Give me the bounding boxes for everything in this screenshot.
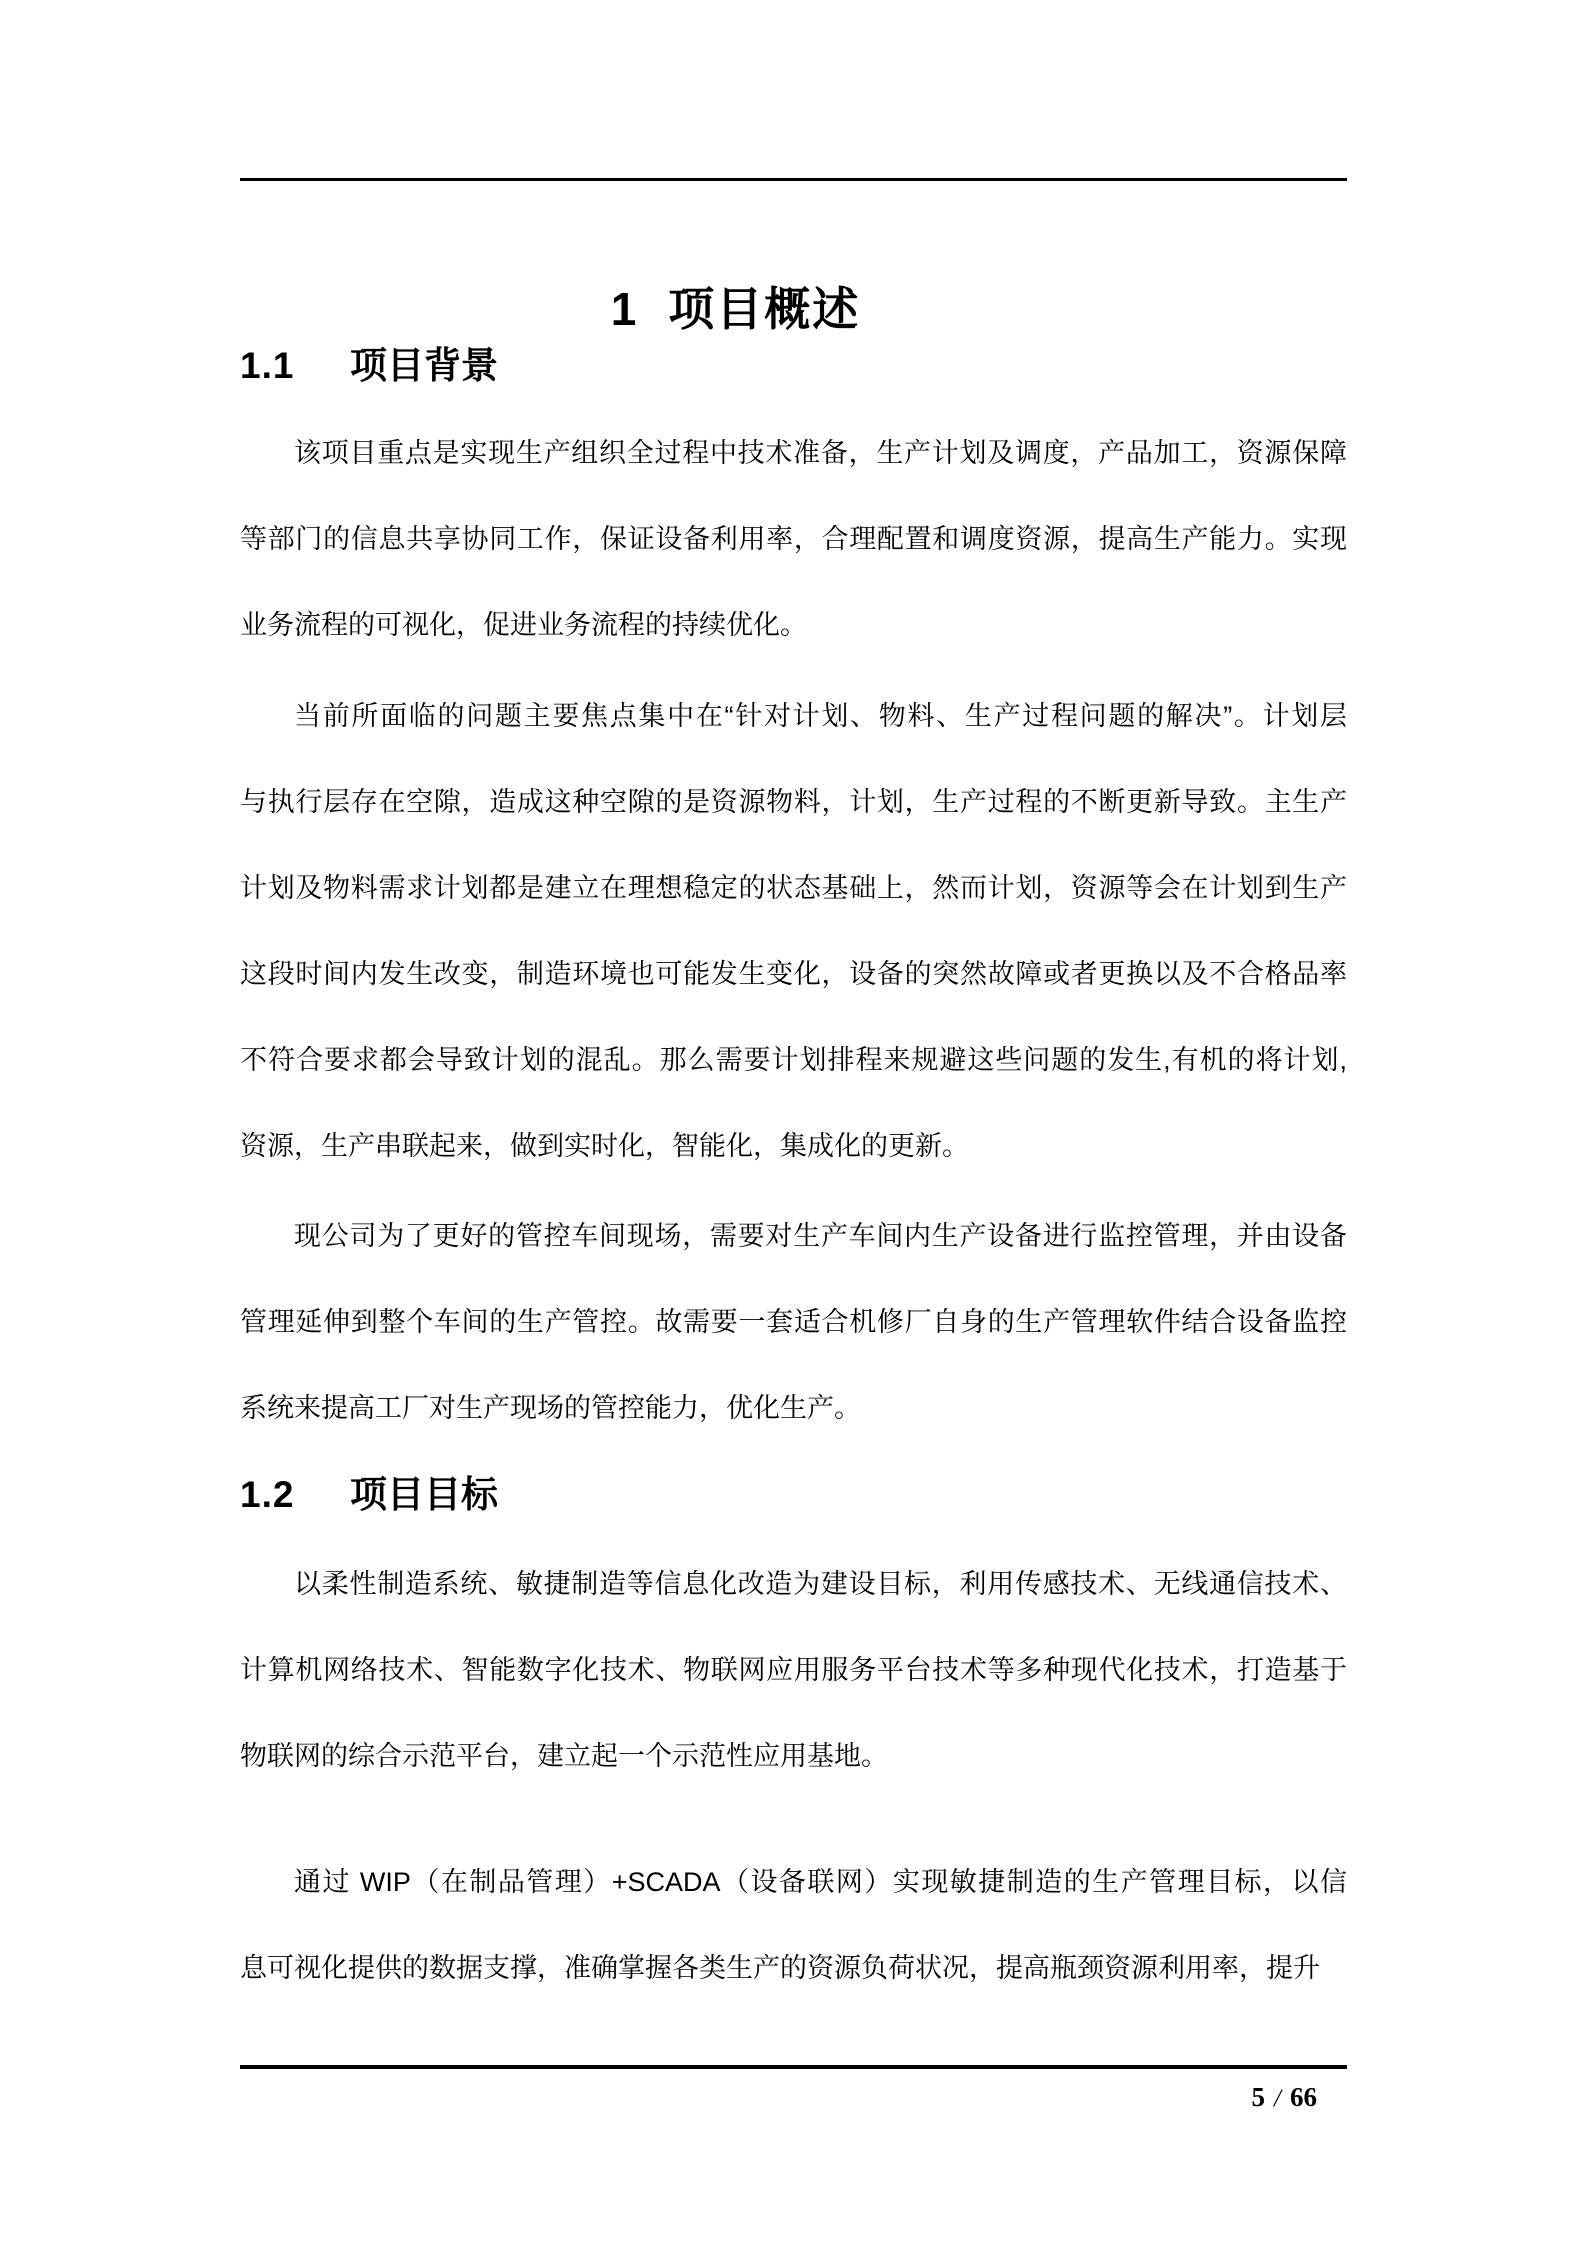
text-line: 现公司为了更好的管控车间现场，需要对生产车间内生产设备进行监控管理，并由设备	[294, 1221, 1347, 1251]
text-line: 与执行层存在空隙，造成这种空隙的是资源物料，计划，生产过程的不断更新导致。主生产	[240, 787, 1347, 817]
text-line: 息可视化提供的数据支撑，准确掌握各类生产的资源负荷状况，提高瓶颈资源利用率，提升	[240, 1953, 1320, 1983]
text-line: 资源，生产串联起来，做到实时化，智能化，集成化的更新。	[240, 1131, 969, 1161]
paragraph	[240, 1541, 1347, 1799]
section-heading-1-2	[240, 1473, 1347, 1517]
section-heading-1-1	[240, 344, 1347, 388]
text-line: 计划及物料需求计划都是建立在理想稳定的状态基础上，然而计划，资源等会在计划到生产	[240, 873, 1347, 903]
text-line: 物联网的综合示范平台，建立起一个示范性应用基地。	[240, 1741, 888, 1771]
footer-rule	[240, 2065, 1347, 2069]
text-line: 该项目重点是实现生产组织全过程中技术准备，生产计划及调度，产品加工，资源保障	[294, 438, 1347, 468]
section-number: 1.2	[240, 1474, 295, 1515]
page-number-separator: /	[1274, 2085, 1281, 2112]
text-line: 当前所面临的问题主要焦点集中在“针对计划、物料、生产过程问题的解决”。计划层	[294, 701, 1347, 731]
text-line: 不符合要求都会导致计划的混乱。那么需要计划排程来规避这些问题的发生,有机的将计划,	[240, 1045, 1347, 1075]
page-number	[240, 2079, 1347, 2117]
header-rule	[240, 178, 1347, 181]
page-number-total: 66	[1290, 2082, 1317, 2112]
text-line: 计算机网络技术、智能数字化技术、物联网应用服务平台技术等多种现代化技术，打造基于	[240, 1655, 1347, 1685]
text-line: 以柔性制造系统、敏捷制造等信息化改造为建设目标，利用传感技术、无线通信技术、	[294, 1569, 1347, 1599]
document-title-number: 1	[610, 282, 639, 335]
text-line: 管理延伸到整个车间的生产管控。故需要一套适合机修厂自身的生产管理软件结合设备监控	[240, 1307, 1347, 1337]
text-line: 这段时间内发生改变，制造环境也可能发生变化，设备的突然故障或者更换以及不合格品率	[240, 959, 1347, 989]
text-line: 系统来提高工厂对生产现场的管控能力，优化生产。	[240, 1393, 861, 1423]
text-line: 通过 WIP（在制品管理）+SCADA（设备联网）实现敏捷制造的生产管理目标，以信	[294, 1867, 1347, 1897]
document-title	[240, 281, 1347, 337]
page-number-current: 5	[1251, 2082, 1266, 2112]
text-line: 业务流程的可视化，促进业务流程的持续优化。	[240, 610, 807, 640]
document-title-inner	[611, 281, 861, 337]
paragraph	[240, 1193, 1347, 1451]
paragraph	[240, 410, 1347, 668]
section-number: 1.1	[240, 345, 295, 386]
paragraph	[240, 1839, 1347, 2011]
text-line: 等部门的信息共享协同工作，保证设备利用率，合理配置和调度资源，提高生产能力。实现	[240, 524, 1347, 554]
document-title-text: 项目概述	[668, 282, 861, 335]
section-title: 项目背景	[350, 345, 498, 386]
paragraph	[240, 673, 1347, 1189]
section-title: 项目目标	[350, 1474, 498, 1515]
